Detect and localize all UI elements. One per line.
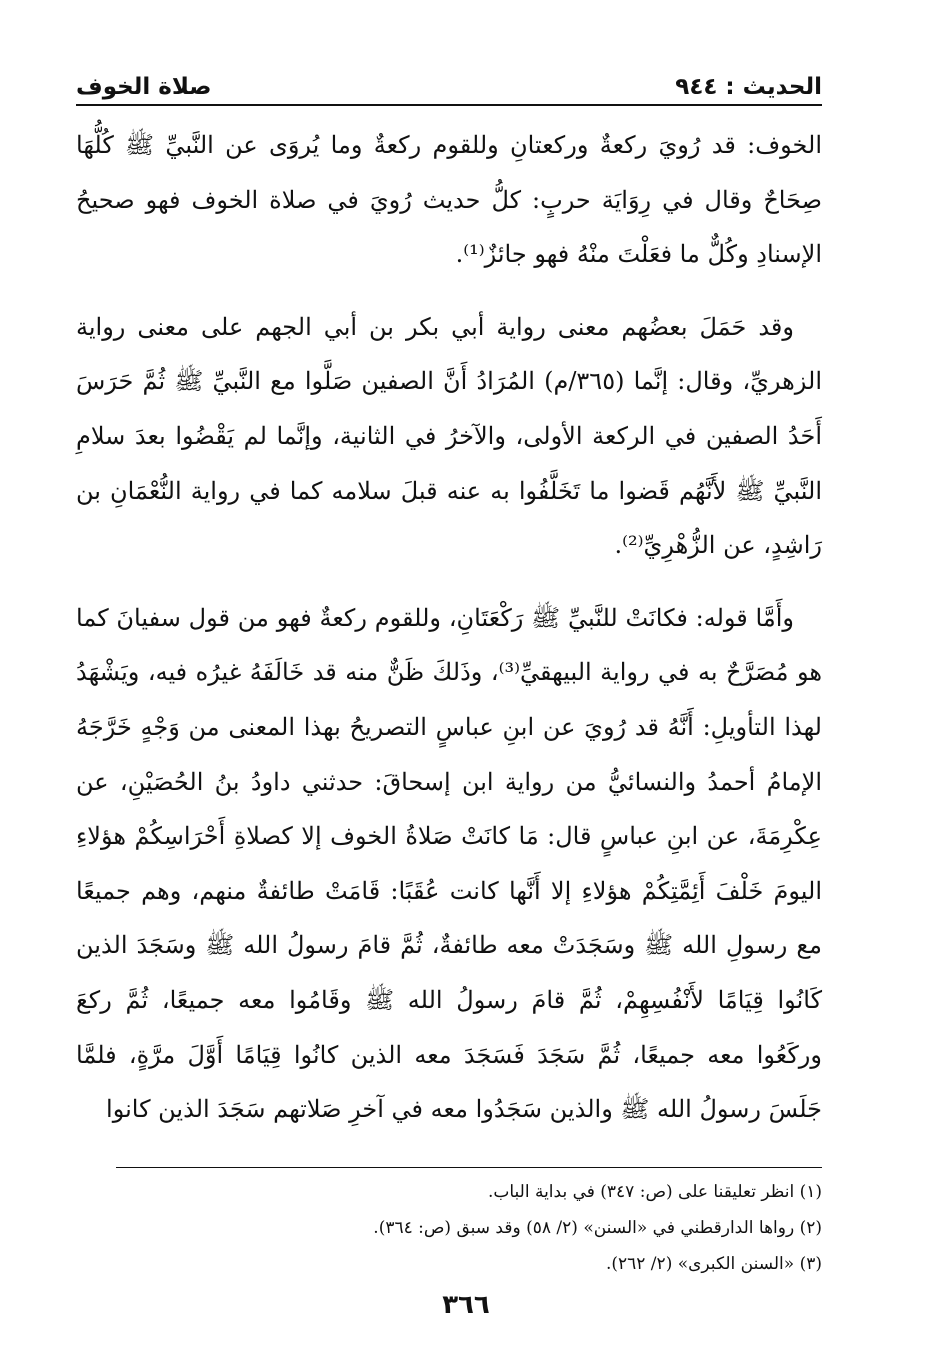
footnote-3: (٣) «السنن الكبرى» (٢/ ٢٦٢). (605, 1254, 822, 1274)
paragraph-2: وقد حَمَلَ بعضُهم معنى رواية أبي بكر بن أبي الجهم على معنى رواية الزهريِّ، وقال: إنَّما (٣٦٥/م) المُرَادُ أَنَّ الصفين صَلَّوا مع النَّبيِّ ﷺ ثُمَّ حَرَسَ أَحَدُ الصفين في الركعة الأولى، والآخرُ في الثانية، وإنَّما لم يَقْضُوا بعدَ سلامِ النَّبيِّ ﷺ لأَنَّهُم قَضوا ما تَخَلَّفُوا به عنه قبلَ سلامه كما في رواية النُّعْمَانِ بن رَاشِدٍ، عن الزُّهْرِيِّ⁽²⁾. (76, 312, 822, 560)
running-header (76, 66, 822, 102)
header-divider (76, 104, 822, 106)
page-number: ٣٦٦ (442, 1290, 490, 1320)
paragraph-1: الخوف: قد رُويَ ركعةٌ وركعتانِ وللقوم ركعةٌ وما يُروَى عن النَّبيِّ ﷺ كُلُّهَا صِحَاحٌ وقال في رِوَايَة حربٍ: كلُّ حديث رُويَ في صلاة الخوف فهو صحيحُ الإسنادِ وكُلٌّ ما فعَلْتَ منْهُ فهو جائزٌ⁽¹⁾. (76, 131, 822, 269)
footnote-divider (116, 1167, 822, 1168)
paragraph-3: وأَمَّا قوله: فكانَتْ للنَّبيِّ ﷺ رَكْعَتَانِ، وللقوم ركعةٌ فهو من قول سفيانَ كما هو مُصَرَّحٌ به في رواية البيهقيِّ⁽³⁾، وذَلكَ ظَنٌّ منه قد خَالَفَهُ غيرُه فيه، ويَشْهَدُ لهذا التأويلِ: أَنَّهُ قد رُويَ عن ابنِ عباسٍ التصريحُ بهذا المعنى من وَجْهٍ خَرَّجَهُ الإمامُ أحمدُ والنسائيُّ من رواية ابن إسحاقَ: حدثني داودُ بنُ الحُصَيْنِ، عن عِكْرِمَةَ، عن ابنِ عباسٍ قال: مَا كانَتْ صَلاةُ الخوف إلا كصلاةِ أَحْرَاسِكُمْ هؤلاءِ اليومَ خَلْفَ أَئِمَّتِكُمْ هؤلاءِ إلا أَنَّها كانت عُقَبًا: قَامَتْ طائفةٌ منهم، وهم جميعًا مع رسولِ الله ﷺ وسَجَدَتْ معه طائفةٌ، ثُمَّ قامَ رسولُ الله ﷺ وسَجَدَ الذين كَانُوا قِيَامًا لأَنْفُسِهِمْ، ثُمَّ قامَ رسولُ الله ﷺ وقَامُوا معه جميعًا، ثُمَّ ركعَ وركَعُوا معه جميعًا، ثُمَّ سَجَدَ فَسَجَدَ معه الذين كانُوا قِيَامًا أَوَّلَ مرَّةٍ، فلمَّا جَلَسَ رسولُ الله ﷺ والذين سَجَدُوا معه في آخرِ صَلاتهم سَجَدَ الذين كانوا (76, 603, 822, 1124)
footnote-2: (٢) رواها الدارقطني في «السنن» (٢/ ٥٨) وقد سبق (ص: ٣٦٤). (373, 1218, 822, 1238)
footnotes (76, 1174, 822, 1282)
chapter-title: صلاة الخوف (76, 74, 212, 100)
hadith-number-label: الحديث : ٩٤٤ (675, 74, 822, 100)
footnote-1: (١) انظر تعليقنا على (ص: ٣٤٧) في بداية الباب. (487, 1182, 822, 1202)
main-text (76, 118, 822, 1137)
